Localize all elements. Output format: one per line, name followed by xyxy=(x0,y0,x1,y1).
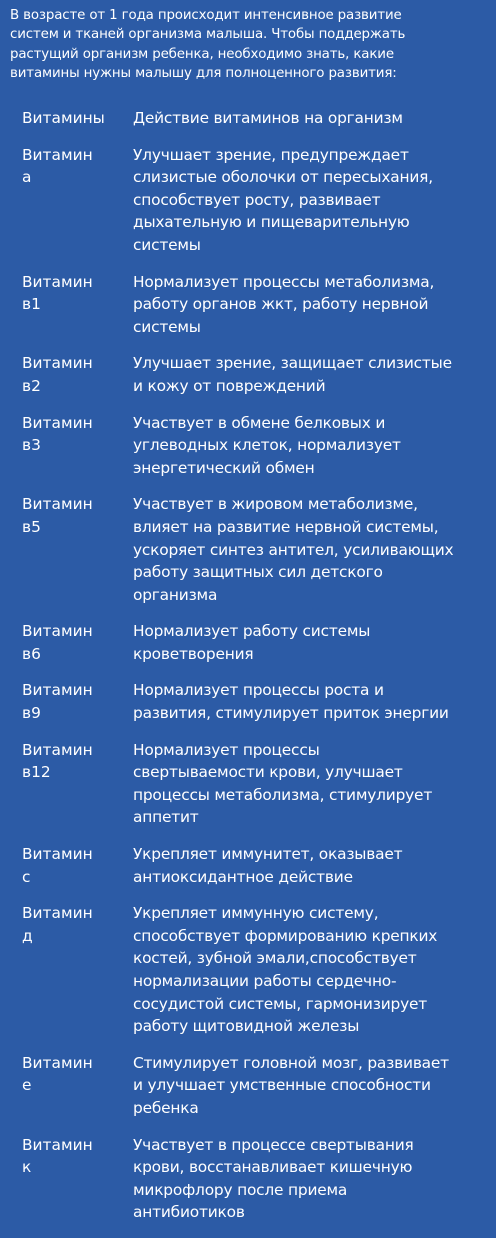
vitamin-name xyxy=(0,144,111,257)
vitamin-effect-line: Нормализует процессы роста и xyxy=(133,681,384,700)
vitamin-name xyxy=(0,412,111,480)
intro-line: витамины нужны малышу для полноценного развития: xyxy=(10,65,397,81)
vitamin-effect-line: Стимулирует головной мозг, развивает xyxy=(133,1053,449,1072)
vitamin-name-line: Витамин xyxy=(22,495,93,514)
vitamin-name xyxy=(0,352,111,397)
vitamin-effect-line: аппетит xyxy=(133,808,199,827)
table-row xyxy=(0,352,496,397)
table-row xyxy=(0,739,496,829)
vitamin-effect xyxy=(111,843,496,888)
vitamin-name-line: Витамин xyxy=(22,1053,93,1072)
vitamin-effect-line: работу щитовидной железы xyxy=(133,1017,360,1036)
vitamin-name-line: Витамин xyxy=(22,740,93,759)
vitamin-name-line: в6 xyxy=(22,644,41,663)
vitamin-effect-line: Укрепляет иммунную систему, xyxy=(133,904,379,923)
vitamin-name-line: с xyxy=(22,867,31,886)
vitamin-name-line: в2 xyxy=(22,376,41,395)
vitamin-effect-line: способствует формированию крепких xyxy=(133,926,438,945)
vitamin-name-line: в3 xyxy=(22,436,41,455)
vitamin-name xyxy=(0,843,111,888)
vitamin-name xyxy=(0,493,111,606)
vitamin-name-line: Витамин xyxy=(22,622,93,641)
vitamin-name-line: к xyxy=(22,1158,32,1177)
vitamin-name xyxy=(0,902,111,1038)
vitamin-effect-line: Укрепляет иммунитет, оказывает xyxy=(133,845,403,864)
vitamin-effect-line: процессы метаболизма, стимулирует xyxy=(133,785,433,804)
vitamin-effect-line: Нормализует работу системы xyxy=(133,622,371,641)
vitamin-name xyxy=(0,271,111,339)
vitamin-name xyxy=(0,1134,111,1224)
table-row xyxy=(0,1134,496,1224)
vitamin-effect-line: слизистые оболочки от пересыхания, xyxy=(133,168,433,187)
vitamin-name xyxy=(0,679,111,724)
vitamin-effect-line: работу защитных сил детского xyxy=(133,563,383,582)
vitamin-effect xyxy=(111,144,496,257)
vitamin-name-line: в1 xyxy=(22,295,41,314)
table-row xyxy=(0,493,496,606)
vitamin-name-line: Витамин xyxy=(22,354,93,373)
table-row xyxy=(0,843,496,888)
table-row xyxy=(0,144,496,257)
table-row xyxy=(0,271,496,339)
vitamin-name-line: е xyxy=(22,1076,32,1095)
vitamin-effect-line: Участвует в процессе свертывания xyxy=(133,1135,414,1154)
vitamin-effect-line: влияет на развитие нервной системы, xyxy=(133,517,439,536)
vitamin-name-line: Витамин xyxy=(22,1135,93,1154)
vitamin-effect-line: нормализации работы сердечно- xyxy=(133,972,397,990)
vitamin-effect-line: работу органов жкт, работу нервной xyxy=(133,295,429,314)
vitamin-name-line: Витамин xyxy=(22,145,93,164)
vitamin-effect xyxy=(111,1052,496,1120)
vitamin-effect-line: ребенка xyxy=(133,1098,199,1117)
vitamin-name-line: а xyxy=(22,168,32,187)
vitamin-effect xyxy=(111,271,496,339)
vitamin-effect-line: антиоксидантное действие xyxy=(133,867,353,886)
intro-text xyxy=(10,6,490,83)
vitamin-name xyxy=(0,1052,111,1120)
vitamin-effect xyxy=(111,352,496,397)
vitamin-effect xyxy=(111,739,496,829)
vitamin-effect-line: системы xyxy=(133,317,201,336)
vitamin-effect-line: Участвует в обмене белковых и xyxy=(133,413,386,432)
header-vitamins: Витамины xyxy=(22,109,105,127)
table-row xyxy=(0,412,496,480)
vitamin-name-line: в5 xyxy=(22,517,41,536)
vitamin-name xyxy=(0,620,111,665)
vitamin-effect-line: микрофлору после приема xyxy=(133,1180,348,1199)
vitamin-effect-line: крови, восстанавливает кишечную xyxy=(133,1158,413,1177)
vitamin-effect xyxy=(111,902,496,1038)
vitamin-effect xyxy=(111,620,496,665)
table-row xyxy=(0,1052,496,1120)
vitamin-effect-line: Улучшает зрение, предупреждает xyxy=(133,145,409,164)
vitamin-effect xyxy=(111,412,496,480)
table-row xyxy=(0,679,496,724)
vitamin-effect-line: ускоряет синтез антител, усиливающих xyxy=(133,540,454,559)
vitamin-name xyxy=(0,739,111,829)
vitamin-name-line: в9 xyxy=(22,704,41,723)
vitamin-effect-line: Участвует в жировом метаболизме, xyxy=(133,495,418,514)
vitamin-effect-line: кроветворения xyxy=(133,644,254,663)
vitamin-effect-line: организма xyxy=(133,585,218,604)
vitamin-effect-line: Нормализует процессы xyxy=(133,740,320,759)
vitamin-name-line: Витамин xyxy=(22,904,93,923)
vitamin-name-line: Витамин xyxy=(22,681,93,700)
vitamin-name-line: д xyxy=(22,926,33,945)
vitamin-effect-line: Нормализует процессы метаболизма, xyxy=(133,272,435,291)
vitamin-table xyxy=(0,107,496,1238)
vitamin-name-line: Витамин xyxy=(22,845,93,864)
vitamin-effect-line: системы xyxy=(133,235,201,254)
vitamin-effect-line: сосудистой системы, гармонизирует xyxy=(133,994,428,1013)
vitamin-effect-line: углеводных клеток, нормализует xyxy=(133,436,401,455)
table-row xyxy=(0,620,496,665)
header-effect: Действие витаминов на организм xyxy=(133,109,403,127)
vitamin-effect-line: способствует росту, развивает xyxy=(133,190,381,209)
vitamin-effect-line: костей, зубной эмали,способствует xyxy=(133,949,417,968)
vitamin-name-line: Витамин xyxy=(22,413,93,432)
table-row xyxy=(0,902,496,1038)
vitamin-name-line: в12 xyxy=(22,763,51,782)
vitamin-effect xyxy=(111,679,496,724)
vitamin-effect-line: свертываемости крови, улучшает xyxy=(133,763,403,782)
vitamin-effect xyxy=(111,493,496,606)
intro-line: систем и тканей организма малыша. Чтобы поддержать xyxy=(10,27,406,43)
table-header-row xyxy=(0,107,496,130)
table-body xyxy=(0,144,496,1224)
vitamin-name-line: Витамин xyxy=(22,272,93,291)
vitamin-effect-line: и улучшает умственные способности xyxy=(133,1076,431,1095)
intro-line: В возрасте от 1 года происходит интенсивное развитие xyxy=(10,8,402,23)
vitamin-effect xyxy=(111,1134,496,1224)
intro-line: растущий организм ребенка, необходимо знать, какие xyxy=(10,46,394,62)
vitamin-effect-line: энергетический обмен xyxy=(133,458,315,477)
vitamin-effect-line: Улучшает зрение, защищает слизистые xyxy=(133,354,452,373)
vitamin-effect-line: и кожу от повреждений xyxy=(133,376,326,395)
vitamin-effect-line: развития, стимулирует приток энергии xyxy=(133,704,449,723)
vitamin-effect-line: антибиотиков xyxy=(133,1203,245,1222)
vitamin-effect-line: дыхательную и пищеварительную xyxy=(133,213,410,232)
